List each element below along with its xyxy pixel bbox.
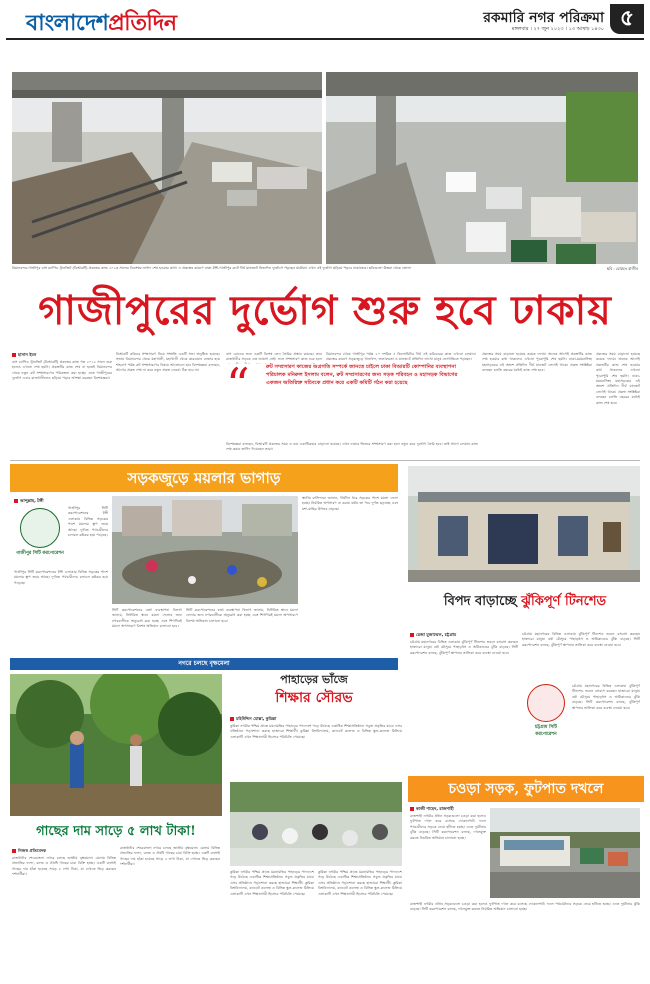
byline-marker [14,499,18,503]
tinshed-col-1: চট্টগ্রাম মহানগরের বিভিন্ন এলাকায় ঝুঁকিপূর্ণ টিনশেড ভবনে বসবাস করছেন হাজারো মানুষ। বর্ষা মৌসুমে পাহাড়ধস ও অগ্নিকাণ্ডের ঝুঁকি বাড়ছে। সিটি করপোরেশন বলছে, ঝুঁকিপূর্ণ স্থাপনার তালিকা করে ব্যবস্থা নেওয়া হবে। [410,640,518,655]
lead-pullquote [226,360,478,444]
lead-byline-name: হাসান ইমন [18,352,37,357]
header-divider [6,38,644,40]
tinshed-headline-1: বিপদ বাড়াচ্ছে [443,594,517,609]
dump-photo [112,496,298,604]
lead-headline: গাজীপুরের দুর্ভোগ শুরু হবে ঢাকায় [38,287,612,334]
dump-col-1b: গাজীপুর সিটি করপোরেশনের টঙ্গী এলাকার বিভিন্ন সড়কের পাশে ময়লার স্তূপ জমে আছে। দুর্গন্ধে পথচারীদের চলাচল কষ্টকর হয়ে পড়েছে। [14,570,108,585]
dump-col-1: গাজীপুর সিটি করপোরেশনের টঙ্গী এলাকার বিভিন্ন সড়কের পাশে ময়লার স্তূপ জমে আছে। দুর্গন্ধে পথচারীদের চলাচল কষ্টকর হয়ে পড়েছে। [68,506,108,538]
school-col-2: কুমিল্লা নগরীর পশ্চিম প্রান্তে ময়নামতির পাহাড়ের পাদদেশে গড়ে উঠেছে একাধিক শিক্ষাপ্রতিষ্ঠান। সবুজ প্রকৃতির মাঝে এসব প্রতিষ্ঠানে পড়াশোনা করছে হাজারো শিক্ষার্থী। কুমিল্লা বিশ্ববিদ্যালয়, ক্যাডেট কলেজ ও বিভিন্ন স্কুল-কলেজ মিলিয়ে এলাকাটি এখন শিক্ষানগরী হিসেবে পরিচিতি পেয়েছে। [318,870,402,896]
gazipur-seal-icon [20,508,60,548]
tree-byline [12,848,112,855]
tinshed-photo [408,466,640,582]
dump-byline-name: আব্দুল্লাহ, টঙ্গী [20,498,44,503]
dump-col-4: সিটি করপোরেশনের বর্জ্য ব্যবস্থাপনা বিভাগ জানায়, নির্ধারিত স্থানে ময়লা ফেলার জন্য নগরবাসীকে অনুরোধ করা হচ্ছে এবং শিগগিরই ময়লা অপসারণে বিশেষ অভিযান চালানো হবে। [186,608,298,623]
byline-marker [12,849,16,853]
tree-photo [10,674,222,816]
lead-col-4: বিমানবন্দর থেকে গাজীপুর পর্যন্ত ২০ দশমিক ৫ কিলোমিটার দীর্ঘ এই করিডরের কাজ এখনো চলমান। প্রকল্পের কারণে সড়কজুড়ে খানাখন্দ, জলাবদ্ধতা ও যানজটে প্রতিদিন লাখো মানুষ ভোগান্তিতে পড়ছেন। [326,352,476,362]
lead-col-5: বিশেষজ্ঞরা বলছেন, বিআরটি প্রকল্পের সময় ও ব্যয় একাধিকবার বাড়ানো হয়েছে। এখন ঢাকার ভিতরে সম্প্রসারণ করা হলে নতুন করে দুর্ভোগ তৈরি হবে। তাই আগে চলমান কাজ শেষ করার তাগিদ দিয়েছেন তারা। [226,442,478,452]
section-title: রকমারি নগর পরিক্রমা [483,10,604,26]
lead-col-1: বাস র‌্যাপিড ট্রানজিট (বিআরটি) প্রকল্পের কাজ গত ২০১২ সালে শুরু হলেও এখনো শেষ হয়নি। প্রকল্পটির কাজ শেষ না হতেই বিমানবন্দর থেকে নতুন রুট সম্প্রসারণের পরিকল্পনা করা হচ্ছে। এতে গাজীপুরের দুর্ভোগ এবার রাজধানীতেও ছড়িয়ে পড়ার আশঙ্কা করছেন বিশেষজ্ঞরা। [12,360,112,381]
tree-col-2: রাজধানীর শেরেবাংলা নগরে চলছে জাতীয় বৃক্ষমেলা। মেলায় বিভিন্ন প্রজাতির ফলদ, বনজ ও ঔষধি গাছের চারা বিক্রি হচ্ছে। একটি বনসাই গাছের দাম হাঁকা হয়েছে সাড়ে ৫ লাখ টাকা, যা দেখতে ভিড় করছেন দর্শনার্থীরা। [120,846,220,867]
tinshed-byline [410,632,530,639]
section-divider [10,460,640,461]
lead-byline [12,352,104,359]
lead-col-3: বাস রোডের জন্য একটি বিশেষ লেন তৈরির প্রস্তাব রয়েছে। তবে রাজধানীর সড়কে এত জায়গা নেই। ফলে সম্প্রসারণ কাজ শুরু হলে [226,352,322,362]
school-byline [230,716,370,723]
school-headline [228,672,400,712]
stamp-label: চট্টগ্রাম সিটি করপোরেশন [534,725,557,737]
dump-col-2: স্থানীয় বাসিন্দারা জানান, দীর্ঘদিন ধরে সড়কের পাশে ময়লা ফেলা হচ্ছে। নিয়মিত অপসারণ না করায় বর্ষায় তা পচে দুর্গন্ধ ছড়াচ্ছে এবং মশা-মাছির উপদ্রব বাড়ছে। [302,496,398,511]
tree-col-1: রাজধানীর শেরেবাংলা নগরে চলছে জাতীয় বৃক্ষমেলা। মেলায় বিভিন্ন প্রজাতির ফলদ, বনজ ও ঔষধি গাছের চারা বিক্রি হচ্ছে। একটি বনসাই গাছের দাম হাঁকা হয়েছে সাড়ে ৫ লাখ টাকা, যা দেখতে ভিড় করছেন দর্শনার্থীরা। [12,856,116,877]
tinshed-headline [410,590,640,616]
lead-col-6: প্রকল্পের সময় বাড়ানো হয়েছে কয়েক দফায়। অনেক আগেই প্রকল্পটির কাজ শেষ হওয়ার কথা থাকলেও এখনো পুরোপুরি শেষ হয়নি। ঢাকা-ময়মনসিংহ মহাসড়কের এই অংশে প্রতিদিন দীর্ঘ যানজট লেগেই থাকে। প্রকল্প সংশ্লিষ্টরা বলছেন চলতি বছরের মধ্যেই কাজ শেষ হবে। [482,352,592,373]
dump-headline: সড়কজুড়ে ময়লার ভাগাড় [10,464,398,492]
tinshed-col-3: চট্টগ্রাম মহানগরের বিভিন্ন এলাকায় ঝুঁকিপূর্ণ টিনশেড ভবনে বসবাস করছেন হাজারো মানুষ। বর্ষা মৌসুমে পাহাড়ধস ও অগ্নিকাণ্ডের ঝুঁকি বাড়ছে। সিটি করপোরেশন বলছে, ঝুঁকিপূর্ণ স্থাপনার তালিকা করে ব্যবস্থা নেওয়া হবে। [572,684,640,710]
tree-headline: গাছের দাম সাড়ে ৫ লাখ টাকা! [36,824,196,839]
dump-byline [14,498,74,505]
quote-mark-icon: “ [226,358,250,412]
byline-marker [410,807,414,811]
school-byline-name: মহিউদ্দিন মোল্লা, কুমিল্লা [236,716,277,721]
footpath-photo [490,808,640,898]
footpath-col-2: রাজশাহী নগরীর প্রধান সড়কগুলো চওড়া করা হলেও ফুটপাত দখল করে বসেছে দোকানপাট। ফলে পথচারীদের সড়কে নেমে হাঁটতে হচ্ছে। এতে দুর্ঘটনার ঝুঁকি বাড়ছে। সিটি করপোরেশন বলছে, দখলমুক্ত করতে নিয়মিত অভিযান চালানো হচ্ছে। [410,902,640,912]
logo-part-1: বাংলাদেশ [26,10,109,36]
byline-marker [12,353,16,357]
masthead-logo [26,6,226,34]
school-headline-2: শিক্ষার সৌরভ [275,690,353,706]
logo-part-2: প্রতিদিন [108,10,177,36]
dump-col-3: সিটি করপোরেশনের বর্জ্য ব্যবস্থাপনা বিভাগ জানায়, নির্ধারিত স্থানে ময়লা ফেলার জন্য নগরবাসীকে অনুরোধ করা হচ্ছে এবং শিগগিরই ময়লা অপসারণে বিশেষ অভিযান চালানো হবে। [112,608,182,629]
lead-photo-left [12,72,322,264]
chattogram-seal-icon [527,684,565,722]
stamp-label: গাজীপুর সিটি করপোরেশন [16,551,64,556]
school-headline-1: পাহাড়ের ভাঁজে [280,673,348,686]
lead-col-2: বিআরটি করিডর সম্প্রসারণ নিয়ে সম্প্রতি একটি সভা অনুষ্ঠিত হয়েছে। সভায় বিমানবন্দর থেকে মহাখালী, মহাখালী থেকে কারওয়ান বাজার হয়ে শাহবাগ পর্যন্ত রুট সম্প্রসারণের বিষয়ে আলোচনা হয়। বিশেষজ্ঞরা বলছেন, আগের প্রকল্প শেষ না করে নতুন প্রকল্প নেওয়া ঠিক হবে না। [116,352,220,373]
tree-fair-banner: নগরে চলছে বৃক্ষমেলা [10,658,398,670]
chattogram-city-stamp [524,684,568,746]
lead-photo-credit: ছবি : রোহেত রাজীব [606,266,638,271]
footpath-col-1: রাজশাহী নগরীর প্রধান সড়কগুলো চওড়া করা হলেও ফুটপাত দখল করে বসেছে দোকানপাট। ফলে পথচারীদের সড়কে নেমে হাঁটতে হচ্ছে। এতে দুর্ঘটনার ঝুঁকি বাড়ছে। সিটি করপোরেশন বলছে, দখলমুক্ত করতে নিয়মিত অভিযান চালানো হচ্ছে। [410,814,486,840]
lead-photo-caption: বিমানবন্দর-গাজীপুর বাস র‌্যাপিড ট্রানজিট (বিআরটি) প্রকল্পের কাজ ২০২৩ সালের ডিসেম্বর নাগাদ শেষ হওয়ার কথা। এ প্রকল্পের কারণে ঢাকা-টঙ্গী-গাজীপুর রুটে দীর্ঘ যানজটে নিত্যদিন দুর্ভোগে পড়ছেন যাত্রীরা। এখন এই দুর্ভোগ ছড়িয়ে পড়বে ঢাকাতেও। ছবিগুলো উত্তরা থেকে তোলা [12,266,411,270]
lead-photo-right [326,72,638,264]
school-col-1: কুমিল্লা নগরীর পশ্চিম প্রান্তে ময়নামতির পাহাড়ের পাদদেশে গড়ে উঠেছে একাধিক শিক্ষাপ্রতিষ্ঠান। সবুজ প্রকৃতির মাঝে এসব প্রতিষ্ঠানে পড়াশোনা করছে হাজারো শিক্ষার্থী। কুমিল্লা বিশ্ববিদ্যালয়, ক্যাডেট কলেজ ও বিভিন্ন স্কুল-কলেজ মিলিয়ে এলাকাটি এখন শিক্ষানগরী হিসেবে পরিচিতি পেয়েছে। [230,870,314,896]
issue-date: মঙ্গলবার । ২৭ জুন ২০২৩ । ১৩ আষাঢ় ১৪৩০ [511,26,604,32]
tinshed-col-2: চট্টগ্রাম মহানগরের বিভিন্ন এলাকায় ঝুঁকিপূর্ণ টিনশেড ভবনে বসবাস করছেন হাজারো মানুষ। বর্ষা মৌসুমে পাহাড়ধস ও অগ্নিকাণ্ডের ঝুঁকি বাড়ছে। সিটি করপোরেশন বলছে, ঝুঁকিপূর্ণ স্থাপনার তালিকা করে ব্যবস্থা নেওয়া হবে। [522,632,640,647]
footpath-byline-name: কাজী শাহেদ, রাজশাহী [416,806,454,811]
school-intro: কুমিল্লা নগরীর পশ্চিম প্রান্তে ময়নামতির পাহাড়ের পাদদেশে গড়ে উঠেছে একাধিক শিক্ষাপ্রতিষ্ঠান। সবুজ প্রকৃতির মাঝে এসব প্রতিষ্ঠানে পড়াশোনা করছে হাজারো শিক্ষার্থী। কুমিল্লা বিশ্ববিদ্যালয়, ক্যাডেট কলেজ ও বিভিন্ন স্কুল-কলেজ মিলিয়ে এলাকাটি এখন শিক্ষানগরী হিসেবে পরিচিতি পেয়েছে। [230,724,402,739]
school-photo [230,782,402,866]
page-number: ৫ [610,4,644,34]
footpath-headline: চওড়া সড়ক, ফুটপাত দখলে [408,776,644,802]
byline-marker [410,633,414,637]
tinshed-byline-name: রেজা মুজাম্মেল, চট্টগ্রাম [416,632,457,637]
pullquote-text: রুট সম্প্রসারণ কাজের অগ্রগতি সম্পর্কে জানতে চাইলে ঢাকা বিআরটি কোম্পানির ব্যবস্থাপনা পরিচালক মনিরুল ইসলাম বলেন, রুট সম্প্রসারণের জন্য সড়ক পরিবহন ও মহাসড়ক বিভাগের একজন অতিরিক্ত সচিবকে প্রধান করে একটি কমিটি গঠন করা হয়েছে [266,364,458,386]
tinshed-headline-2: ঝুঁকিপূর্ণ টিনশেড [521,594,607,609]
tree-byline-name: নিজস্ব প্রতিবেদক [18,848,47,853]
byline-marker [230,717,234,721]
gazipur-city-stamp [14,508,66,568]
lead-col-7: প্রকল্পের সময় বাড়ানো হয়েছে কয়েক দফায়। অনেক আগেই প্রকল্পটির কাজ শেষ হওয়ার কথা থাকলেও এখনো পুরোপুরি শেষ হয়নি। ঢাকা-ময়মনসিংহ মহাসড়কের এই অংশে প্রতিদিন দীর্ঘ যানজট লেগেই থাকে। প্রকল্প সংশ্লিষ্টরা বলছেন চলতি বছরের মধ্যেই কাজ শেষ হবে। [596,352,640,405]
